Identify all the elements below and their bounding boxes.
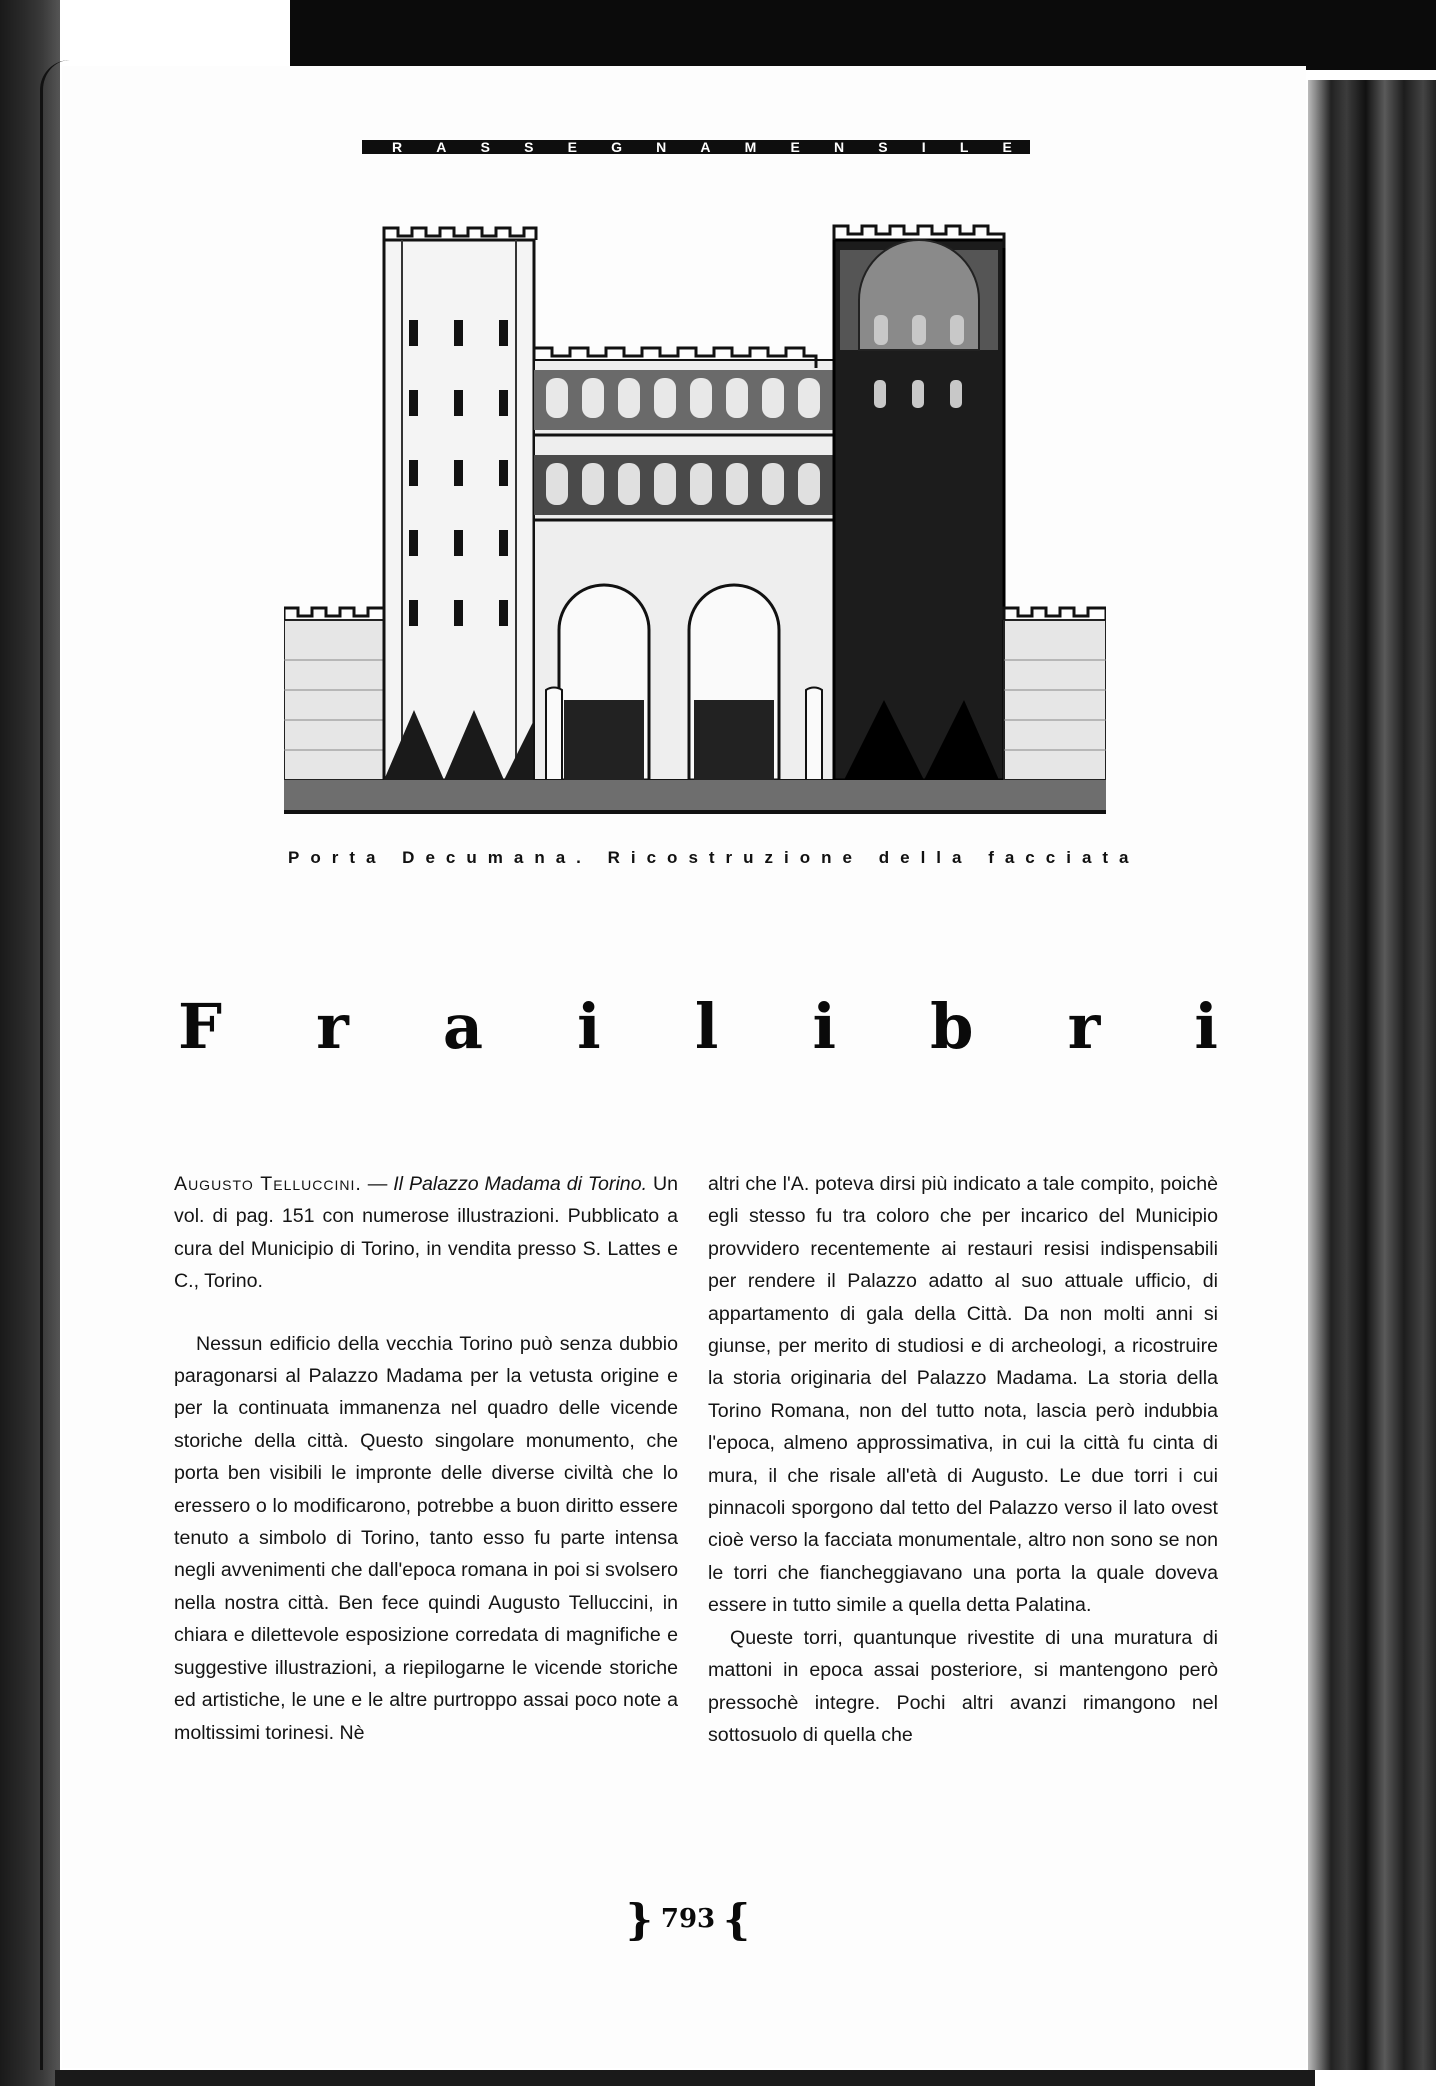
review-work-title: Il Palazzo Madama di Torino. [393, 1173, 648, 1195]
left-wall [284, 608, 384, 780]
right-column [708, 1168, 1218, 1751]
review-author: Augusto Telluccini. [174, 1173, 362, 1195]
header-letter: E [1002, 139, 1012, 155]
folio-left-ornament: } [625, 1894, 653, 1944]
header-letter: S [480, 139, 490, 155]
scan-bottom-edge [55, 2070, 1315, 2086]
header-letter: E [567, 139, 577, 155]
header-letters [392, 136, 1012, 158]
header-letter: A [436, 139, 447, 155]
folio-right-ornament: { [723, 1894, 751, 1944]
header-letter: L [959, 139, 969, 155]
header-letter: S [524, 139, 534, 155]
left-paragraph: Nessun edificio della vecchia Torino può senza dubbio paragonarsi al Palazzo Madama per la vetusta origine e per la continuata immanenza nel quadro delle vicende storiche della città. Questo singolare monumento, che porta ben visibili le impronte delle diverse civiltà che lo eressero o lo modificarono, potrebbe a buon diritto essere tenuto a simbolo di Torino, tanto esso fu parte intensa negli avvenimenti che dall'epoca romana in poi si svolsero nella nostra città. Ben fece quindi Augusto Telluccini, in chiara e dilettevole esposizione corredata di magnifiche e suggestive illustrazioni, a riepilogarne le vicende storiche ed artistiche, le une e le altre purtroppo assai poco note a moltissimi torinesi. Nè [174, 1332, 678, 1744]
title-letter: b [930, 989, 974, 1063]
porta-decumana-illustration [284, 220, 1106, 816]
illustration-caption: Porta Decumana. Ricostruzione della facciata [288, 848, 1140, 867]
header-letter: N [834, 139, 845, 155]
page-folio [625, 1894, 751, 1944]
title-letter: r [316, 989, 349, 1063]
title-letter: i [812, 989, 837, 1063]
header-letter: G [611, 139, 622, 155]
right-paragraph-1: altri che l'A. poteva dirsi più indicato a tale compito, poichè egli stesso fu tra coloro che per incarico del Municipio provvidero recentemente ai restauri resisi indispensabili per rendere il Palazzo adatto al suo attuale ufficio, di appartamento di gala della Città. Da non molti anni si giunse, per merito di studiosi e di archeologi, a ricostruire la storia originaria del Palazzo Madama. La storia della Torino Romana, non del tutto nota, lascia però indubbia l'epoca, almeno approssimativa, in cui la città fu cinta di mura, il che risale all'età di Augusto. Le due torri i cui pinnacoli sporgono dal tetto del Palazzo verso il lato ovest cioè verso la facciata monumentale, altro non sono se non le torri che fiancheggiavano una porta la quale doveva essere in tutto simile a quella detta Palatina. [708, 1173, 1218, 1617]
section-title [178, 986, 1218, 1066]
title-letter: i [577, 989, 601, 1063]
title-letter: i [1194, 989, 1218, 1063]
header-letter: R [392, 139, 403, 155]
bibliographic-entry: Augusto Telluccini. — Il Palazzo Madama di Torino. Un vol. di pag. 151 con numerose illustrazioni. Pubblicato a cura del Municipio di Torino, in vendita presso S. Lattes e C., Torino. [174, 1173, 679, 1293]
header-letter: A [700, 139, 711, 155]
central-gallery [534, 348, 834, 780]
left-column [174, 1168, 678, 1749]
header-letter: M [744, 139, 757, 155]
review-details: Un vol. di pag. 151 con numerose illustrazioni. Pubblicato a cura del Municipio di Torino, in vendita presso S. Lattes e C., Torino. [174, 1173, 679, 1293]
header-letter: S [878, 139, 888, 155]
header-letter: I [921, 139, 926, 155]
right-wall [1004, 608, 1106, 780]
title-letter: r [1067, 989, 1101, 1063]
scan-top-shadow [290, 0, 1436, 70]
title-letter: a [442, 989, 484, 1063]
scan-right-binding [1308, 80, 1436, 2070]
header-letter: E [790, 139, 800, 155]
header-letter: N [656, 139, 667, 155]
right-tower [834, 226, 1004, 780]
title-letter: F [178, 989, 223, 1063]
running-header-band [362, 136, 1030, 158]
page-number: 793 [660, 1904, 716, 1934]
left-tower [384, 228, 536, 780]
title-letter: l [694, 989, 719, 1063]
right-paragraph-2: Queste torri, quantunque rivestite di una muratura di mattoni in epoca assai posteriore, si mantengono però pressochè integre. Pochi altri avanzi rimangono nel sottosuolo di quella che [708, 1626, 1218, 1746]
